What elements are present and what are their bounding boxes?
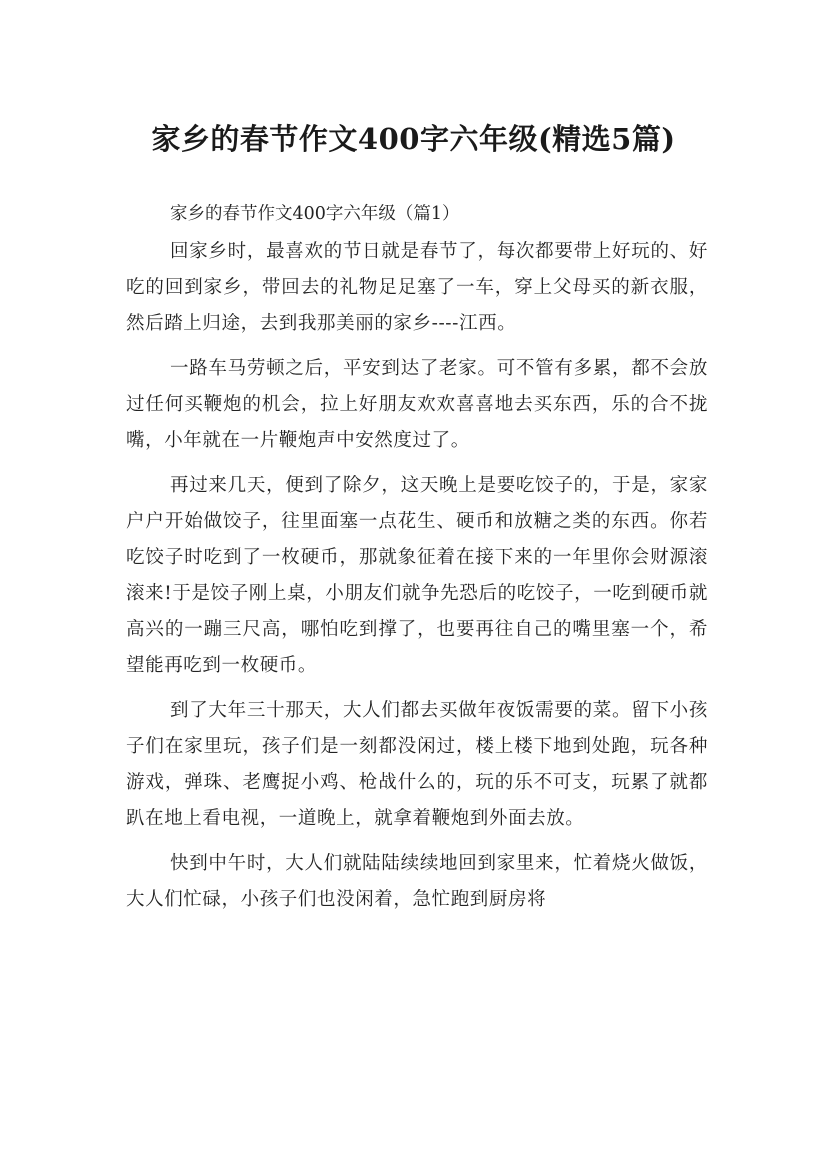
paragraph-5: 快到中午时，大人们就陆陆续续地回到家里来，忙着烧火做饭，大人们忙碌，小孩子们也没闲着，急忙跑到厨房将 [126, 853, 708, 910]
paragraph-4: 到了大年三十那天，大人们都去买做年夜饭需要的菜。留下小孩子们在家里玩，孩子们是一刻都没闲过，楼上楼下地到处跑，玩各种游戏，弹珠、老鹰捉小鸡、枪战什么的，玩的乐不可支，玩累了就都趴在地上看电视，一道晚上，就拿着鞭炮到外面去放。 [126, 700, 708, 829]
paragraph-2: 一路车马劳顿之后，平安到达了老家。可不管有多累，都不会放过任何买鞭炮的机会，拉上好朋友欢欢喜喜地去买东西，乐的合不拢嘴，小年就在一片鞭炮声中安然度过了。 [126, 358, 708, 451]
section-heading: 家乡的春节作文400字六年级（篇1） [170, 204, 460, 224]
document-title: 家乡的春节作文400字六年级(精选5篇) [151, 122, 676, 157]
paragraph-1: 回家乡时，最喜欢的节日就是春节了，每次都要带上好玩的、好吃的回到家乡，带回去的礼物足足塞了一车，穿上父母买的新衣服，然后踏上归途，去到我那美丽的家乡----江西。 [126, 241, 708, 334]
paragraph-3: 再过来几天，便到了除夕，这天晚上是要吃饺子的，于是，家家户户开始做饺子，往里面塞一点花生、硬币和放糖之类的东西。你若吃饺子时吃到了一枚硬币，那就象征着在接下来的一年里你会财源滚滚来!于是饺子刚上桌，小朋友们就争先恐后的吃饺子，一吃到硬币就高兴的一蹦三尺高，哪怕吃到撑了，也要再往自己的嘴里塞一个，希望能再吃到一枚硬币。 [126, 475, 708, 676]
article-body [126, 194, 708, 927]
